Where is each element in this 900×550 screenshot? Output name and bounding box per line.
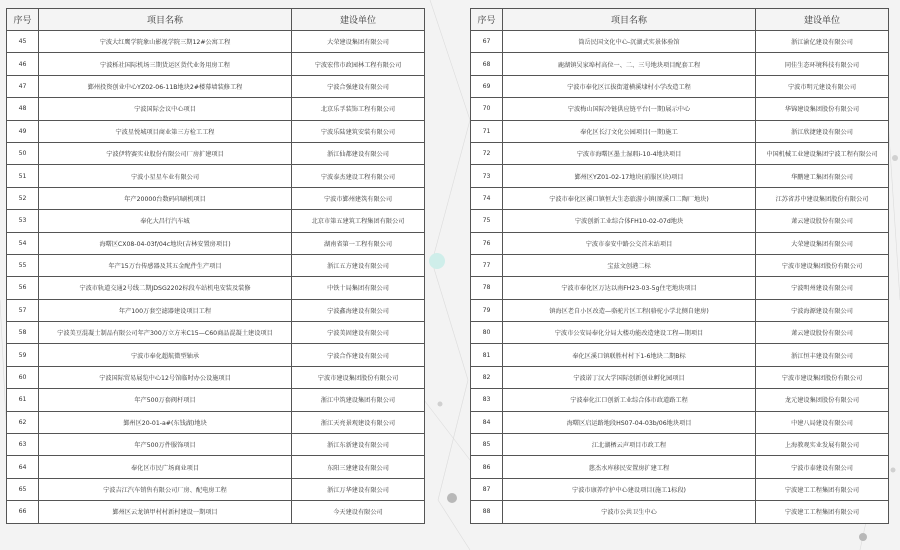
table-row — [7, 120, 425, 142]
table-row — [471, 120, 889, 142]
cell-project-name: 海曙区启运路地段HS07-04-03b/06地块项目 — [503, 411, 756, 433]
cell-no: 67 — [471, 31, 503, 53]
table-row — [471, 411, 889, 433]
cell-no: 78 — [471, 277, 503, 299]
cell-no: 76 — [471, 232, 503, 254]
cell-construction-unit: 宁波合强建设有限公司 — [292, 75, 425, 97]
cell-project-name: 宁波国际贸易展览中心12号馆临时办公设施项目 — [39, 366, 292, 388]
cell-project-name: 宁波星悦城项目商业第三方检工工程 — [39, 120, 292, 142]
table-row — [471, 478, 889, 500]
cell-project-name: 奉化区市民广场商业项目 — [39, 456, 292, 478]
cell-project-name: 宁波诺丁汉大学国际创新创业孵化园项目 — [503, 366, 756, 388]
cell-no: 86 — [471, 456, 503, 478]
table-header-row — [7, 9, 425, 31]
table-row — [7, 75, 425, 97]
cell-no: 53 — [7, 210, 39, 232]
cell-project-name: 宁波市奉化区江拔街道横溪埭村小学改造工程 — [503, 75, 756, 97]
cell-project-name: 宁波美豆混凝土制品有限公司年产300万立方米C15—C60商品混凝土建设项目 — [39, 322, 292, 344]
cell-construction-unit: 宁波建工工程集团有限公司 — [756, 501, 889, 523]
cell-no: 59 — [7, 344, 39, 366]
cell-project-name: 宁波梅山国际冷链供应链平台(一期)展示中心 — [503, 98, 756, 120]
cell-no: 72 — [471, 142, 503, 164]
cell-construction-unit: 中铁十局集团有限公司 — [292, 277, 425, 299]
cell-project-name: 宁波市奉化区溪口镇恒大生态旅游小镇(原溪口二陶厂地块) — [503, 187, 756, 209]
cell-project-name: 鄞州区云龙镇甲村村新村建设一期项目 — [39, 501, 292, 523]
cell-no: 50 — [7, 142, 39, 164]
cell-no: 63 — [7, 434, 39, 456]
cell-construction-unit: 宁波乐陆建筑安装有限公司 — [292, 120, 425, 142]
table-row — [471, 187, 889, 209]
cell-project-name: 宁波小星星车业有限公司 — [39, 165, 292, 187]
cell-construction-unit: 宁波合作建设有限公司 — [292, 344, 425, 366]
cell-project-name: 宁波市海曙区墨土湿瑕i-10-4地块项目 — [503, 142, 756, 164]
cell-construction-unit: 同佳生态环境科技有限公司 — [756, 53, 889, 75]
cell-no: 81 — [471, 344, 503, 366]
cell-no: 54 — [7, 232, 39, 254]
cell-construction-unit: 浙江中筑建设集团有限公司 — [292, 389, 425, 411]
cell-project-name: 宁波市康养疗护中心建设项目(施工1标段) — [503, 478, 756, 500]
table-row — [7, 344, 425, 366]
cell-construction-unit: 萧云建设股份有限公司 — [756, 210, 889, 232]
cell-no: 47 — [7, 75, 39, 97]
cell-no: 75 — [471, 210, 503, 232]
table-row — [471, 277, 889, 299]
table-row — [471, 98, 889, 120]
cell-construction-unit: 浙江万华建设有限公司 — [292, 478, 425, 500]
cell-no: 52 — [7, 187, 39, 209]
cell-project-name: 鹿湖镇吴家埠村高位一、二、三号地块项目配套工程 — [503, 53, 756, 75]
cell-project-name: 宁波伊特赛实业股份有限公司厂房扩建项目 — [39, 142, 292, 164]
header-project-name: 项目名称 — [39, 9, 292, 31]
table-row — [7, 187, 425, 209]
table-row — [7, 53, 425, 75]
table-header-row — [471, 9, 889, 31]
cell-construction-unit: 宁波建工工程集团有限公司 — [756, 478, 889, 500]
cell-construction-unit: 宁波海源建设有限公司 — [756, 299, 889, 321]
cell-no: 56 — [7, 277, 39, 299]
table-row — [7, 210, 425, 232]
cell-project-name: 宁波大红鹰学院象山影视学院三期12#公寓工程 — [39, 31, 292, 53]
decor-dot — [429, 253, 445, 269]
table-row — [471, 501, 889, 523]
table-row — [471, 53, 889, 75]
table-row — [7, 411, 425, 433]
table-row — [471, 232, 889, 254]
table-body-right — [471, 31, 889, 524]
cell-construction-unit: 宁波宏伟市政园林工程有限公司 — [292, 53, 425, 75]
cell-construction-unit: 宁波鑫海建设有限公司 — [292, 299, 425, 321]
cell-construction-unit: 大荣建设集团有限公司 — [292, 31, 425, 53]
cell-project-name: 奉化区溪口镇联胜村村下1-6地块二期B标 — [503, 344, 756, 366]
cell-no: 55 — [7, 254, 39, 276]
cell-construction-unit: 中建八局建设有限公司 — [756, 411, 889, 433]
cell-no: 74 — [471, 187, 503, 209]
cell-project-name: 宁波国际会议中心项目 — [39, 98, 292, 120]
cell-construction-unit: 龙元建设集团股份有限公司 — [756, 389, 889, 411]
cell-construction-unit: 华锦建设集团股份有限公司 — [756, 98, 889, 120]
cell-no: 48 — [7, 98, 39, 120]
cell-construction-unit: 中国机械工业建设集团宁波工程有限公司 — [756, 142, 889, 164]
cell-no: 62 — [7, 411, 39, 433]
cell-project-name: 宁波市泰安中路公交首末站项目 — [503, 232, 756, 254]
table-row — [471, 434, 889, 456]
cell-project-name: 宁波市轨道交通2号线二期JDSG2202标段车站机电安装及装修 — [39, 277, 292, 299]
cell-project-name: 鄞州投资创业中心YZ02-06-11B地块2#楼幕墙装修工程 — [39, 75, 292, 97]
cell-no: 85 — [471, 434, 503, 456]
header-no: 序号 — [471, 9, 503, 31]
table-row — [471, 210, 889, 232]
table-row — [471, 366, 889, 388]
cell-project-name: 鄞州区20-01-a#(东钱湖)地块 — [39, 411, 292, 433]
table-row — [7, 299, 425, 321]
cell-construction-unit: 宁波美固建设有限公司 — [292, 322, 425, 344]
cell-construction-unit: 大荣建设集团有限公司 — [756, 232, 889, 254]
table-row — [471, 254, 889, 276]
cell-no: 49 — [7, 120, 39, 142]
cell-construction-unit: 宁波市建设集团股份有限公司 — [756, 254, 889, 276]
decor-dot — [438, 402, 443, 407]
project-table-left — [6, 8, 425, 524]
cell-project-name: 宁波市公安局奉化分局大楼功能改造建设工程—期项目 — [503, 322, 756, 344]
table-row — [7, 478, 425, 500]
table-row — [7, 322, 425, 344]
cell-no: 77 — [471, 254, 503, 276]
cell-construction-unit: 宁波市明元建设有限公司 — [756, 75, 889, 97]
cell-project-name: 宁波市奉化超航微型轴承 — [39, 344, 292, 366]
cell-no: 71 — [471, 120, 503, 142]
cell-no: 64 — [7, 456, 39, 478]
cell-no: 69 — [471, 75, 503, 97]
cell-construction-unit: 浙江恒丰建设有限公司 — [756, 344, 889, 366]
cell-no: 70 — [471, 98, 503, 120]
table-row — [7, 501, 425, 523]
cell-no: 88 — [471, 501, 503, 523]
cell-no: 45 — [7, 31, 39, 53]
table-row — [7, 434, 425, 456]
table-row — [471, 344, 889, 366]
cell-project-name: 慈杰水库移民安置房扩建工程 — [503, 456, 756, 478]
cell-project-name: 年产500万件服饰项目 — [39, 434, 292, 456]
cell-construction-unit: 今天建设有限公司 — [292, 501, 425, 523]
decor-dot — [891, 468, 896, 473]
table-row — [471, 31, 889, 53]
cell-project-name: 年产20000台数码印刷机项目 — [39, 187, 292, 209]
cell-project-name: 年产500万套阀杆项目 — [39, 389, 292, 411]
cell-project-name: 宁波创新工业综合体FH10-02-07d地块 — [503, 210, 756, 232]
cell-no: 82 — [471, 366, 503, 388]
cell-no: 84 — [471, 411, 503, 433]
decor-dot — [892, 155, 898, 161]
cell-construction-unit: 浙江欣捷建设有限公司 — [756, 120, 889, 142]
table-row — [7, 232, 425, 254]
cell-project-name: 宁波市奉化区万达以南FH23-03-5g住宅地块项目 — [503, 277, 756, 299]
cell-construction-unit: 宁波市建设集团股份有限公司 — [756, 366, 889, 388]
table-row — [7, 389, 425, 411]
cell-project-name: 江北湖栖云声项目市政工程 — [503, 434, 756, 456]
cell-construction-unit: 宁波市泰建设有限公司 — [756, 456, 889, 478]
table-row — [7, 366, 425, 388]
table-row — [471, 142, 889, 164]
cell-no: 80 — [471, 322, 503, 344]
table-row — [7, 31, 425, 53]
cell-no: 68 — [471, 53, 503, 75]
cell-construction-unit: 宁波市建设集团股份有限公司 — [292, 366, 425, 388]
cell-project-name: 海曙区CX08-04-03f/04c地块(吉林安置房项目) — [39, 232, 292, 254]
cell-project-name: 奉化大昌行汽车城 — [39, 210, 292, 232]
cell-construction-unit: 宁波明州建设有限公司 — [756, 277, 889, 299]
table-row — [471, 299, 889, 321]
cell-project-name: 年产100万套空滤器建设项目工程 — [39, 299, 292, 321]
cell-construction-unit: 东阳三建建设有限公司 — [292, 456, 425, 478]
cell-construction-unit: 江苏省苏中建设集团股份有限公司 — [756, 187, 889, 209]
cell-construction-unit: 北京乐孚装饰工程有限公司 — [292, 98, 425, 120]
cell-construction-unit: 湖南省第一工程有限公司 — [292, 232, 425, 254]
header-construction-unit: 建设单位 — [756, 9, 889, 31]
cell-project-name: 年产15万台传感器及其五金配件生产项目 — [39, 254, 292, 276]
cell-project-name: 镇海区老自小区改造—骆驼片区工程(骆驼小学北侧自建房) — [503, 299, 756, 321]
header-construction-unit: 建设单位 — [292, 9, 425, 31]
project-table-right — [470, 8, 889, 524]
table-row — [7, 254, 425, 276]
cell-construction-unit: 宁波泰杰建设工程有限公司 — [292, 165, 425, 187]
cell-project-name: 宁波栎社国际机场三期货运区货代业务用房工程 — [39, 53, 292, 75]
cell-project-name: 宝兹文创港二标 — [503, 254, 756, 276]
cell-no: 79 — [471, 299, 503, 321]
cell-no: 66 — [7, 501, 39, 523]
cell-construction-unit: 浙江五方建设有限公司 — [292, 254, 425, 276]
cell-no: 58 — [7, 322, 39, 344]
cell-construction-unit: 浙江东新建设有限公司 — [292, 434, 425, 456]
table-row — [471, 389, 889, 411]
table-body-left — [7, 31, 425, 524]
decor-dot — [447, 493, 457, 503]
table-row — [471, 75, 889, 97]
table-row — [7, 277, 425, 299]
cell-construction-unit: 上海教观实业发展有限公司 — [756, 434, 889, 456]
header-no: 序号 — [7, 9, 39, 31]
cell-no: 60 — [7, 366, 39, 388]
table-row — [471, 322, 889, 344]
cell-project-name: 宁波吉江汽车销售有限公司厂房、配电房工程 — [39, 478, 292, 500]
cell-no: 87 — [471, 478, 503, 500]
cell-project-name: 宁波市公共卫生中心 — [503, 501, 756, 523]
table-row — [471, 165, 889, 187]
table-row — [7, 456, 425, 478]
table-row — [7, 165, 425, 187]
cell-construction-unit: 浙江仙都建设有限公司 — [292, 142, 425, 164]
cell-no: 46 — [7, 53, 39, 75]
cell-construction-unit: 北京市第五建筑工程集团有限公司 — [292, 210, 425, 232]
table-row — [7, 142, 425, 164]
cell-no: 57 — [7, 299, 39, 321]
decor-dot — [859, 533, 867, 541]
cell-project-name: 宁波奉化江口创新工业综合体市政道路工程 — [503, 389, 756, 411]
table-row — [471, 456, 889, 478]
cell-construction-unit: 浙江渝亿建设有限公司 — [756, 31, 889, 53]
cell-project-name: 筒岳民国文化中心-沉湖式实景体验馆 — [503, 31, 756, 53]
cell-construction-unit: 萧云建设股份有限公司 — [756, 322, 889, 344]
cell-construction-unit: 宁波市鄞州建筑有限公司 — [292, 187, 425, 209]
table-row — [7, 98, 425, 120]
cell-no: 73 — [471, 165, 503, 187]
cell-construction-unit: 浙江天亮景观建设有限公司 — [292, 411, 425, 433]
cell-no: 61 — [7, 389, 39, 411]
cell-construction-unit: 华鹏建工集团有限公司 — [756, 165, 889, 187]
cell-project-name: 鄞州区YZ01-02-17地块(前服区块)项目 — [503, 165, 756, 187]
cell-project-name: 奉化区长汀文化公园项目(一期)施工 — [503, 120, 756, 142]
cell-no: 65 — [7, 478, 39, 500]
cell-no: 51 — [7, 165, 39, 187]
header-project-name: 项目名称 — [503, 9, 756, 31]
cell-no: 83 — [471, 389, 503, 411]
